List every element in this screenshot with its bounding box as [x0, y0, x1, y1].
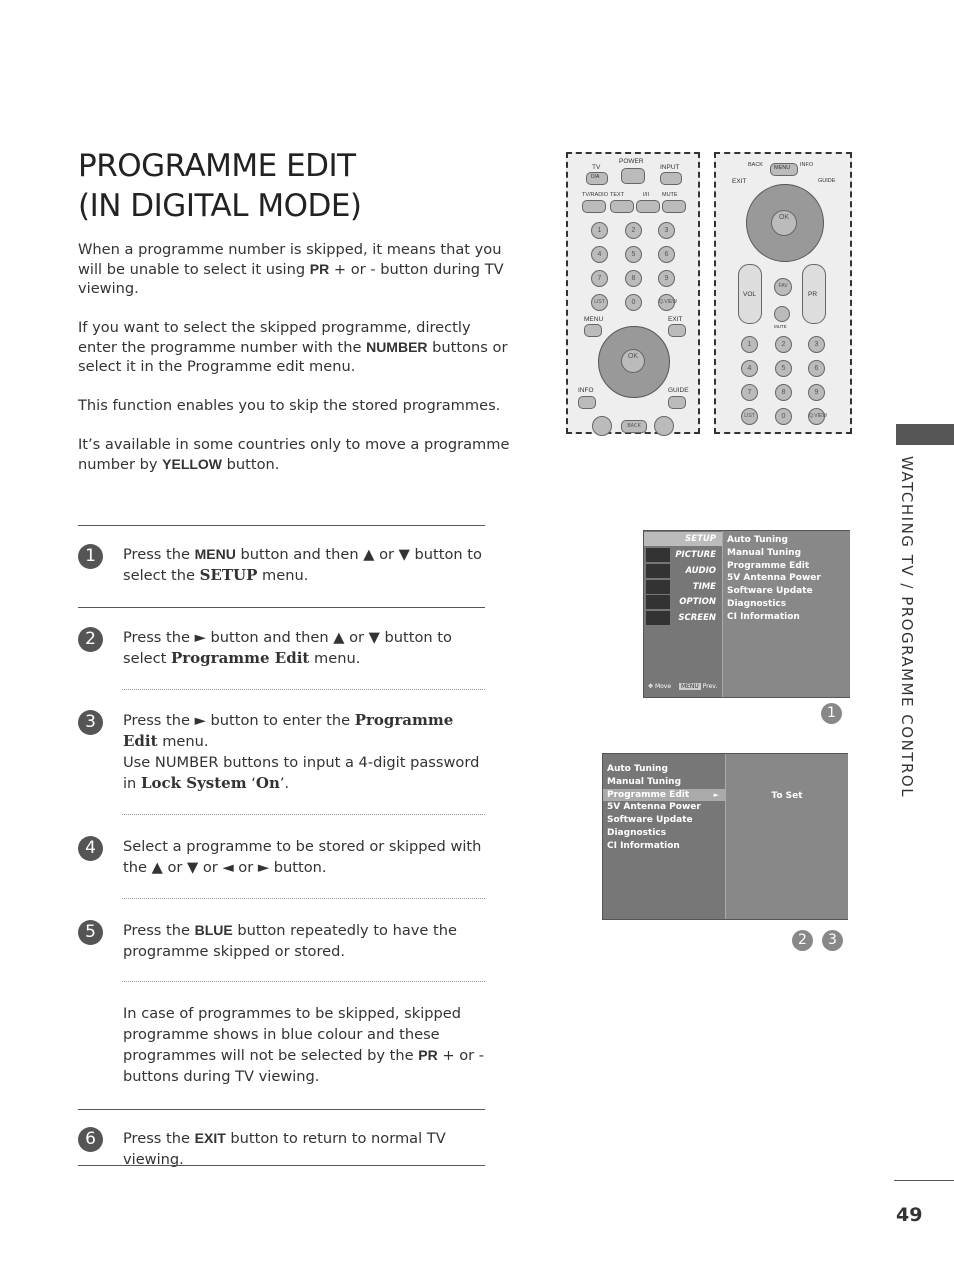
- step-text: Press the BLUE button repeatedly to have the programme skipped or stored.: [123, 922, 458, 960]
- submenu-list: [727, 534, 821, 624]
- pr-label: PR: [808, 291, 818, 298]
- osd-main-menu: [644, 531, 722, 697]
- ok-button: OK: [621, 349, 645, 373]
- exit-button: [668, 324, 686, 337]
- mute-label: MUTE: [774, 324, 787, 329]
- title-line-2: (IN DIGITAL MODE): [78, 188, 362, 224]
- key-8: 8: [625, 270, 642, 287]
- pr-plus-button: [654, 416, 674, 436]
- screen-marker-3: 3: [822, 930, 843, 951]
- power-label: POWER: [619, 158, 644, 165]
- menu-label: MENU: [584, 316, 604, 323]
- mute-label: MUTE: [662, 192, 678, 198]
- osd-programme-edit: [602, 753, 848, 920]
- step-number: 6: [78, 1127, 103, 1152]
- menu-item-option[interactable]: OPTION: [679, 597, 716, 607]
- step-number: 5: [78, 920, 103, 945]
- submenu-list: [603, 763, 725, 853]
- submenu-item[interactable]: Auto Tuning: [607, 764, 668, 774]
- vol-plus-button: [592, 416, 612, 436]
- step-number: 3: [78, 710, 103, 735]
- power-button: [621, 168, 645, 184]
- page-number: 49: [896, 1204, 923, 1226]
- key-5: 5: [625, 246, 642, 263]
- screen-marker-2: 2: [792, 930, 813, 951]
- key-9: 9: [808, 384, 825, 401]
- submenu-item[interactable]: Programme Edit: [727, 560, 810, 571]
- step-divider: [78, 1109, 485, 1110]
- step-divider-dotted: [122, 898, 485, 899]
- input-button: [660, 172, 682, 185]
- submenu-item[interactable]: Software Update: [727, 586, 813, 597]
- key-0: 0: [775, 408, 792, 425]
- text-button: [610, 200, 634, 213]
- move-icon: ✥: [648, 683, 654, 690]
- key-1: 1: [591, 222, 608, 239]
- intro-paragraph-1: When a programme number is skipped, it means that you will be unable to select it using PR + or - button during TV viewing.: [78, 241, 504, 297]
- i-ii-label: I/II: [643, 192, 650, 198]
- list-button: LIST: [591, 294, 608, 311]
- guide-label: GUIDE: [818, 178, 836, 184]
- info-button: [578, 396, 596, 409]
- key-4: 4: [741, 360, 758, 377]
- key-0: 0: [625, 294, 642, 311]
- menu-item-screen[interactable]: SCREEN: [678, 613, 716, 623]
- menu-item-picture[interactable]: PICTURE: [675, 550, 716, 560]
- remote-control-1: [566, 152, 700, 434]
- section-label: WATCHING TV / PROGRAMME CONTROL: [898, 456, 916, 799]
- key-6: 6: [808, 360, 825, 377]
- step-divider: [78, 607, 485, 608]
- tvradio-button: [582, 200, 606, 213]
- to-set-label: To Set: [771, 791, 803, 801]
- submenu-item[interactable]: Manual Tuning: [727, 547, 802, 558]
- intro-paragraph-3: This function enables you to skip the stored programmes.: [78, 397, 501, 414]
- menu-label: MENU: [774, 165, 791, 171]
- step-text: Select a programme to be stored or skipped with the ▲ or ▼ or ◄ or ► button.: [123, 838, 482, 876]
- key-3: 3: [808, 336, 825, 353]
- osd-detail-pane: [725, 754, 848, 919]
- osd-footer: [648, 683, 717, 690]
- step-divider-dotted: [122, 689, 485, 690]
- step-number: 4: [78, 836, 103, 861]
- prev-label: Prev.: [702, 683, 718, 690]
- guide-button: [668, 396, 686, 409]
- osd-submenu: [722, 531, 850, 697]
- submenu-item-selected[interactable]: [603, 789, 725, 802]
- title-line-1: PROGRAMME EDIT: [78, 148, 356, 184]
- back-label: BACK: [748, 162, 763, 168]
- key-5: 5: [775, 360, 792, 377]
- step-divider-dotted: [122, 981, 485, 982]
- step-divider-dotted: [122, 814, 485, 815]
- menu-item-time[interactable]: TIME: [692, 582, 716, 592]
- menu-key-badge: MENU: [680, 683, 699, 690]
- arrow-right-icon: ►: [713, 790, 719, 799]
- da-label: D/A: [591, 174, 600, 180]
- submenu-item[interactable]: 5V Antenna Power: [727, 573, 821, 584]
- submenu-item[interactable]: CI Information: [727, 611, 800, 622]
- vol-label: VOL: [743, 291, 757, 298]
- menu-button: [584, 324, 602, 337]
- step-text: Press the EXIT button to return to normal TV viewing.: [123, 1130, 446, 1168]
- submenu-item[interactable]: Manual Tuning: [607, 776, 682, 787]
- step-text: Press the MENU button and then ▲ or ▼ button to select the SETUP menu.: [123, 546, 482, 584]
- submenu-item[interactable]: Software Update: [607, 815, 693, 826]
- tvradio-label: TV/RADIO: [582, 192, 608, 198]
- qview-button: Q.VIEW: [808, 408, 825, 425]
- submenu-item[interactable]: Diagnostics: [607, 827, 667, 838]
- submenu-item[interactable]: 5V Antenna Power: [607, 802, 701, 813]
- input-label: INPUT: [660, 164, 680, 171]
- key-8: 8: [775, 384, 792, 401]
- key-4: 4: [591, 246, 608, 263]
- exit-label: EXIT: [732, 178, 747, 185]
- key-6: 6: [658, 246, 675, 263]
- submenu-item[interactable]: CI Information: [607, 840, 680, 851]
- key-2: 2: [775, 336, 792, 353]
- qview-button: Q.VIEW: [658, 294, 675, 311]
- back-button: BACK: [621, 420, 647, 433]
- step-text: Press the ► button and then ▲ or ▼ button to select Programme Edit menu.: [123, 629, 452, 667]
- i-ii-button: [636, 200, 660, 213]
- note-text: In case of programmes to be skipped, skipped programme shows in blue colour and these programmes will not be selected by the PR + or - buttons during TV viewing.: [123, 1005, 485, 1085]
- osd-submenu-list: [603, 754, 725, 919]
- intro-text: [78, 240, 510, 494]
- key-7: 7: [741, 384, 758, 401]
- submenu-item[interactable]: Auto Tuning: [727, 535, 788, 545]
- ok-button: OK: [771, 210, 797, 236]
- move-label: Move: [654, 683, 672, 690]
- fav-button: FAV: [774, 278, 792, 296]
- list-button: LIST: [741, 408, 758, 425]
- remote-control-2: [714, 152, 852, 434]
- selected-item-label: Programme Edit: [607, 789, 690, 800]
- mute-button: [774, 306, 790, 322]
- key-9: 9: [658, 270, 675, 287]
- step-number: 2: [78, 627, 103, 652]
- submenu-item[interactable]: Diagnostics: [727, 598, 787, 609]
- step-text: Press the ► button to enter the Programme Edit menu. Use NUMBER buttons to input a 4-digit password in Lock System ‘On’.: [123, 711, 480, 792]
- tv-label: TV: [592, 164, 601, 171]
- guide-label: GUIDE: [668, 387, 689, 394]
- section-tab: [896, 424, 954, 445]
- step-divider: [78, 525, 485, 526]
- osd-setup-menu: [643, 530, 850, 698]
- text-label: TEXT: [610, 192, 625, 198]
- key-1: 1: [741, 336, 758, 353]
- page-title: [78, 146, 362, 226]
- screen-marker-1: 1: [821, 703, 842, 724]
- key-2: 2: [625, 222, 642, 239]
- step-divider: [78, 1165, 485, 1166]
- mute-button: [662, 200, 686, 213]
- key-7: 7: [591, 270, 608, 287]
- intro-paragraph-2: If you want to select the skipped programme, directly enter the programme number with the NUMBER buttons or select it in the Programme edit menu.: [78, 319, 508, 375]
- key-3: 3: [658, 222, 675, 239]
- exit-label: EXIT: [668, 316, 683, 323]
- info-label: INFO: [578, 387, 594, 394]
- step-number: 1: [78, 544, 103, 569]
- info-label: INFO: [800, 162, 814, 168]
- menu-item-audio[interactable]: AUDIO: [685, 566, 716, 576]
- intro-paragraph-4: It’s available in some countries only to move a programme number by YELLOW button.: [78, 436, 510, 473]
- menu-item-setup[interactable]: SETUP: [644, 532, 722, 546]
- page-number-rule: [894, 1180, 954, 1181]
